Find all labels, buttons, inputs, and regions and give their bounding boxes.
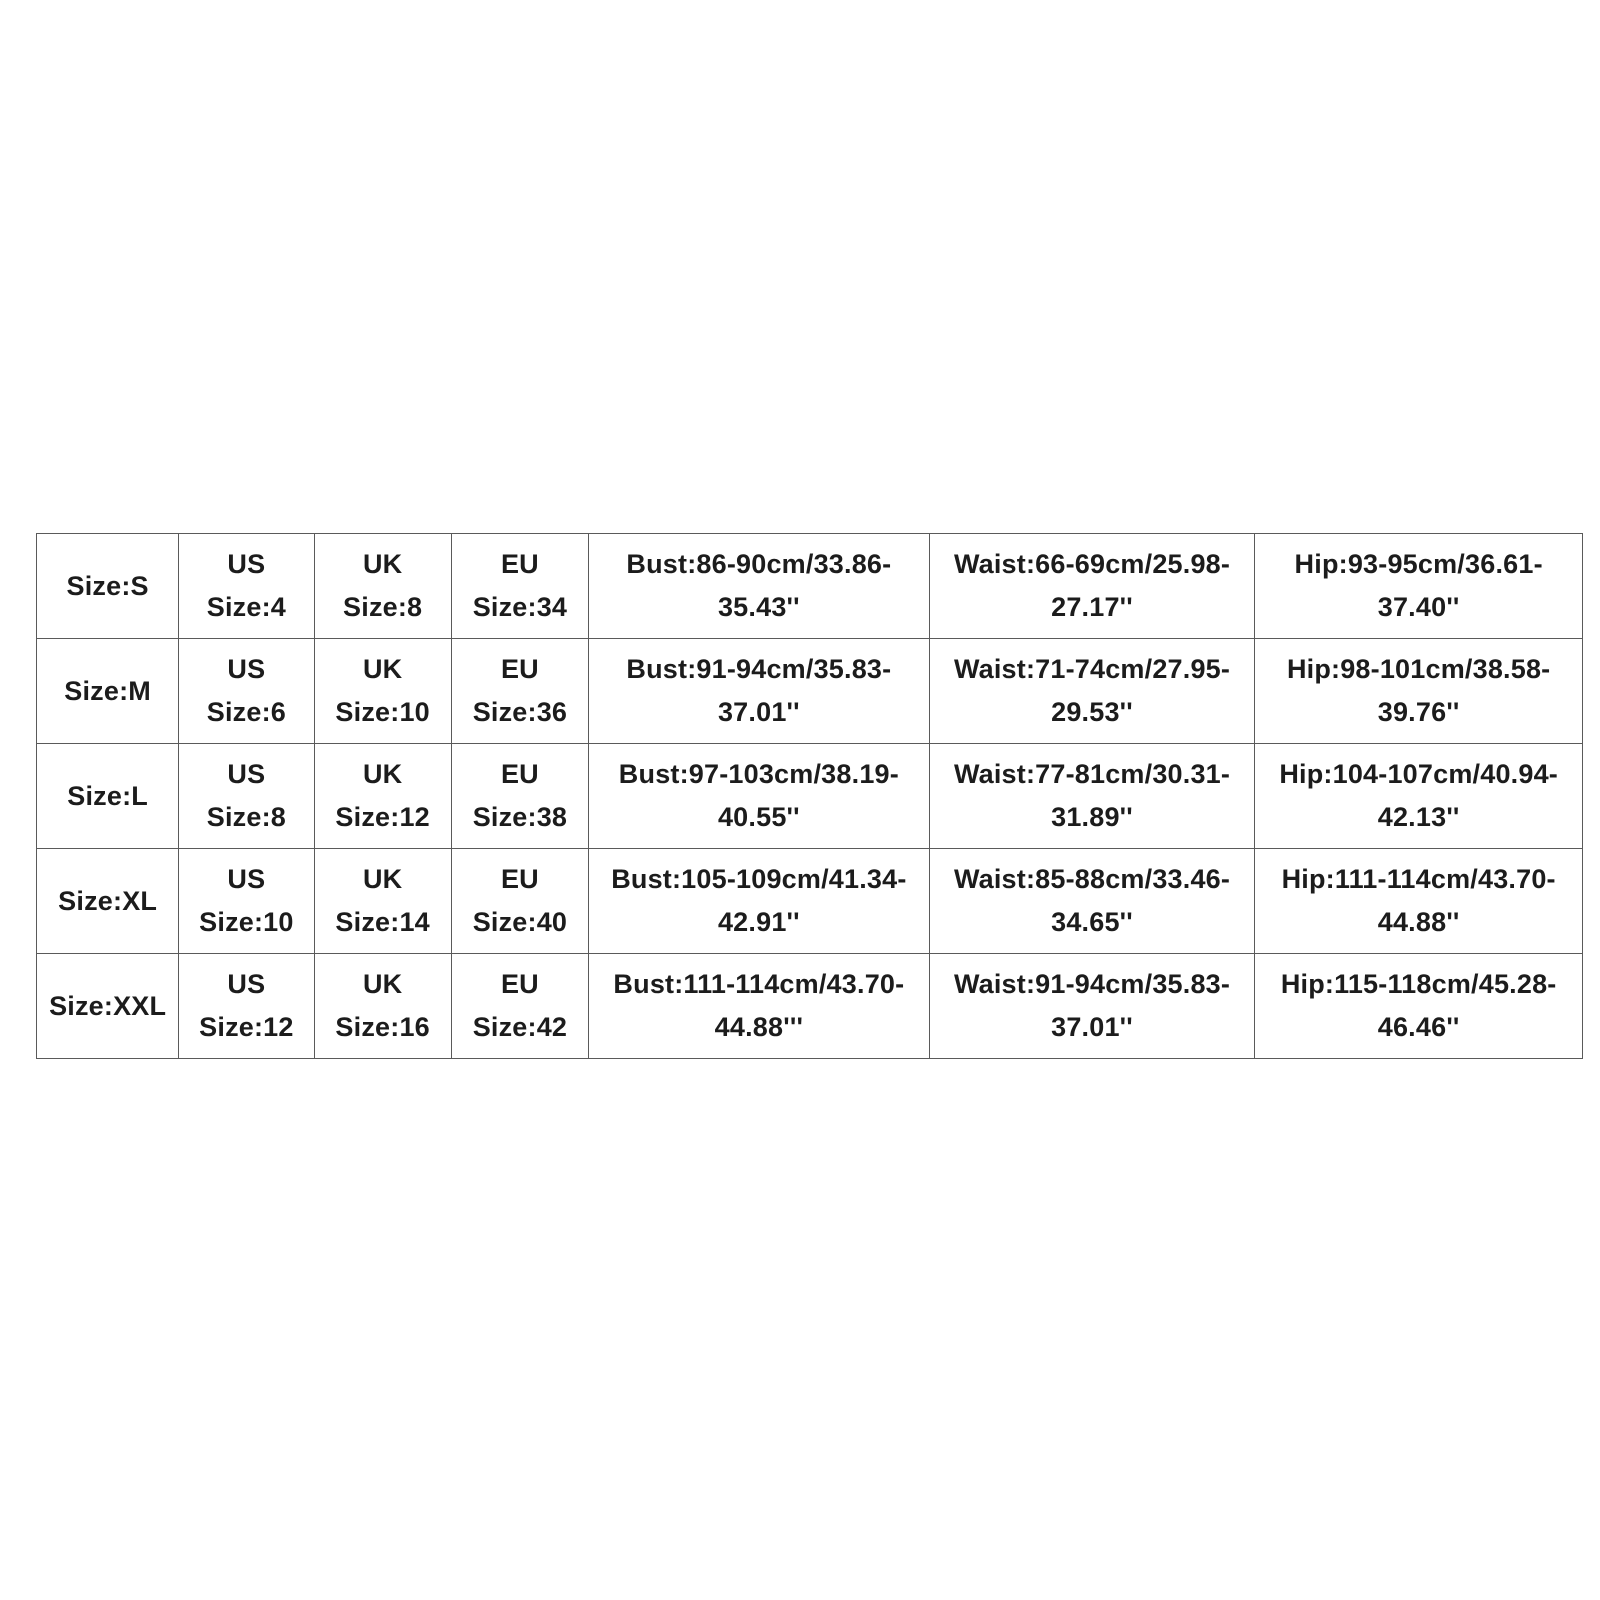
bust-line-1: Bust:105-109cm/41.34- — [611, 864, 907, 894]
bust-line-2: 35.43'' — [717, 592, 800, 622]
bust-cell — [589, 954, 930, 1059]
waist-cell — [929, 534, 1255, 639]
us-size-cell — [179, 534, 314, 639]
size-cell — [37, 954, 179, 1059]
us-label: US — [227, 864, 266, 894]
hip-cell — [1255, 744, 1583, 849]
bust-cell — [589, 534, 930, 639]
size-cell — [37, 849, 179, 954]
uk-size-cell — [314, 639, 451, 744]
size-label: Size:L — [67, 780, 148, 811]
hip-cell — [1255, 954, 1583, 1059]
table-row — [37, 534, 1583, 639]
uk-label: UK — [362, 969, 403, 999]
us-label: US — [227, 549, 266, 579]
uk-label: UK — [362, 654, 403, 684]
us-size-cell — [179, 744, 314, 849]
us-value: Size:8 — [206, 802, 286, 832]
size-cell — [37, 534, 179, 639]
table-row — [37, 744, 1583, 849]
size-chart-table — [36, 533, 1583, 1059]
hip-cell — [1255, 534, 1583, 639]
waist-line-1: Waist:85-88cm/33.46- — [953, 864, 1231, 894]
eu-value: Size:38 — [472, 802, 568, 832]
eu-value: Size:42 — [472, 1012, 568, 1042]
us-value: Size:6 — [206, 697, 286, 727]
uk-size-cell — [314, 744, 451, 849]
table-row — [37, 639, 1583, 744]
hip-line-2: 46.46'' — [1377, 1012, 1460, 1042]
eu-label: EU — [500, 549, 539, 579]
us-size-cell — [179, 954, 314, 1059]
waist-cell — [929, 639, 1255, 744]
bust-line-1: Bust:91-94cm/35.83- — [626, 654, 892, 684]
eu-value: Size:40 — [472, 907, 568, 937]
hip-line-2: 44.88'' — [1377, 907, 1460, 937]
size-cell — [37, 744, 179, 849]
us-value: Size:10 — [199, 907, 294, 937]
size-cell — [37, 639, 179, 744]
waist-line-1: Waist:77-81cm/30.31- — [953, 759, 1231, 789]
waist-line-1: Waist:71-74cm/27.95- — [953, 654, 1231, 684]
hip-line-2: 39.76'' — [1377, 697, 1460, 727]
waist-line-2: 31.89'' — [1051, 802, 1133, 832]
size-label: Size:M — [64, 675, 151, 706]
eu-label: EU — [500, 969, 539, 999]
eu-label: EU — [500, 759, 539, 789]
hip-line-1: Hip:93-95cm/36.61- — [1294, 549, 1543, 579]
eu-size-cell — [451, 954, 588, 1059]
uk-value: Size:10 — [335, 697, 430, 727]
hip-line-2: 42.13'' — [1377, 802, 1460, 832]
us-label: US — [227, 654, 266, 684]
waist-cell — [929, 744, 1255, 849]
uk-size-cell — [314, 849, 451, 954]
eu-value: Size:34 — [472, 592, 568, 622]
waist-line-2: 29.53'' — [1051, 697, 1133, 727]
table-row — [37, 849, 1583, 954]
hip-line-1: Hip:111-114cm/43.70- — [1281, 864, 1556, 894]
waist-line-2: 34.65'' — [1051, 907, 1133, 937]
uk-size-cell — [314, 534, 451, 639]
eu-size-cell — [451, 639, 588, 744]
eu-value: Size:36 — [472, 697, 568, 727]
bust-cell — [589, 639, 930, 744]
bust-line-1: Bust:97-103cm/38.19- — [618, 759, 899, 789]
eu-label: EU — [500, 654, 539, 684]
hip-cell — [1255, 639, 1583, 744]
size-label: Size:S — [66, 570, 149, 601]
uk-label: UK — [362, 759, 403, 789]
bust-line-2: 37.01'' — [717, 697, 800, 727]
us-label: US — [227, 759, 266, 789]
waist-cell — [929, 954, 1255, 1059]
uk-label: UK — [362, 549, 403, 579]
hip-line-2: 37.40'' — [1377, 592, 1460, 622]
eu-label: EU — [500, 864, 539, 894]
bust-line-2: 40.55'' — [717, 802, 800, 832]
waist-line-1: Waist:91-94cm/35.83- — [953, 969, 1231, 999]
waist-line-2: 27.17'' — [1051, 592, 1133, 622]
bust-line-1: Bust:86-90cm/33.86- — [626, 549, 892, 579]
hip-line-1: Hip:104-107cm/40.94- — [1279, 759, 1558, 789]
us-value: Size:4 — [206, 592, 286, 622]
bust-line-1: Bust:111-114cm/43.70- — [613, 969, 905, 999]
uk-value: Size:14 — [335, 907, 430, 937]
table-row — [37, 954, 1583, 1059]
size-label: Size:XL — [58, 885, 158, 916]
hip-line-1: Hip:115-118cm/45.28- — [1280, 969, 1557, 999]
eu-size-cell — [451, 849, 588, 954]
eu-size-cell — [451, 534, 588, 639]
bust-cell — [589, 849, 930, 954]
bust-line-2: 44.88''' — [714, 1012, 804, 1042]
bust-cell — [589, 744, 930, 849]
uk-value: Size:8 — [343, 592, 423, 622]
size-label: Size:XXL — [49, 990, 167, 1021]
hip-line-1: Hip:98-101cm/38.58- — [1286, 654, 1551, 684]
us-label: US — [227, 969, 266, 999]
us-value: Size:12 — [199, 1012, 294, 1042]
waist-line-2: 37.01'' — [1051, 1012, 1133, 1042]
us-size-cell — [179, 639, 314, 744]
hip-cell — [1255, 849, 1583, 954]
uk-label: UK — [362, 864, 403, 894]
waist-cell — [929, 849, 1255, 954]
bust-line-2: 42.91'' — [717, 907, 800, 937]
eu-size-cell — [451, 744, 588, 849]
waist-line-1: Waist:66-69cm/25.98- — [953, 549, 1231, 579]
us-size-cell — [179, 849, 314, 954]
uk-value: Size:16 — [335, 1012, 430, 1042]
uk-value: Size:12 — [335, 802, 430, 832]
uk-size-cell — [314, 954, 451, 1059]
